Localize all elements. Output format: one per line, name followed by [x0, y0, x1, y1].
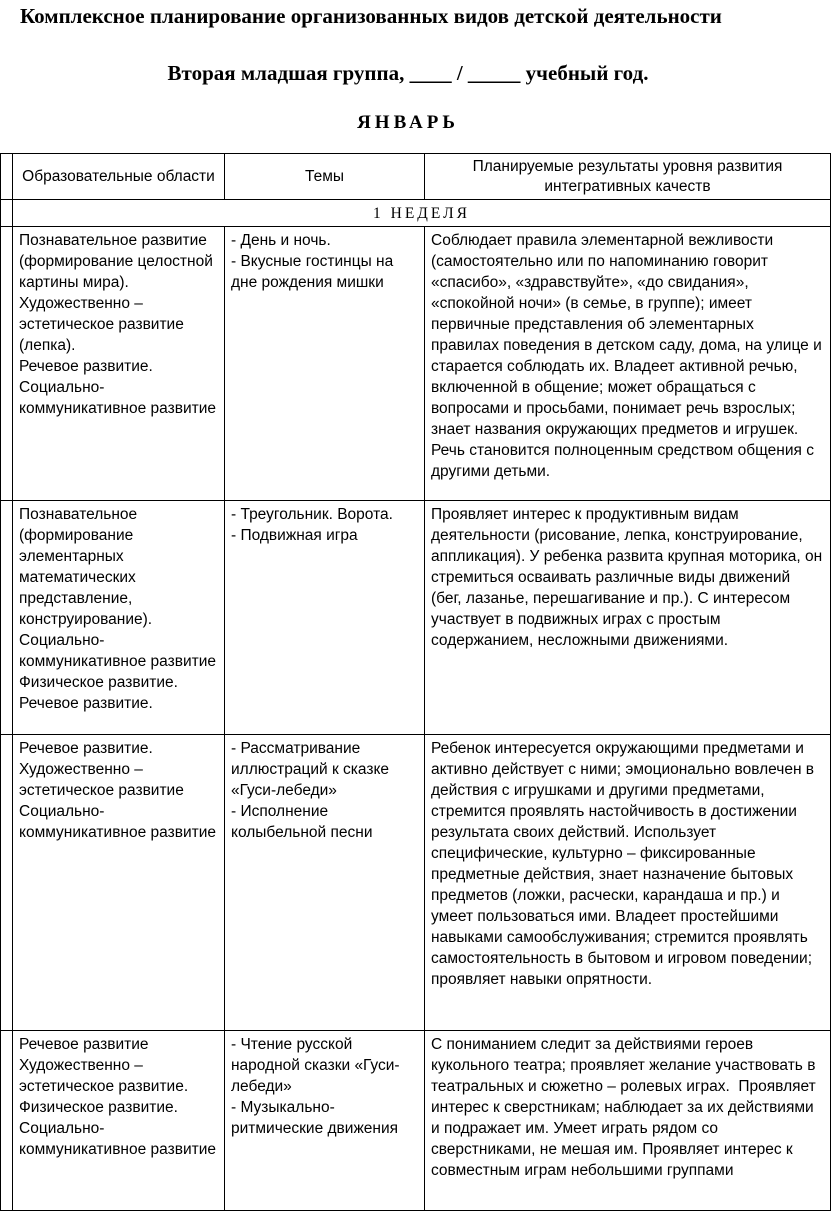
column-header-topics: Темы [225, 154, 425, 200]
topics-cell: - Чтение русской народной сказки «Гуси-лебеди» - Музыкально-ритмические движения [225, 1031, 425, 1211]
column-header-areas: Образовательные области [13, 154, 225, 200]
index-cell [1, 227, 13, 501]
index-cell [1, 1031, 13, 1211]
column-header-results: Планируемые результаты уровня развития интегративных качеств [425, 154, 831, 200]
areas-cell: Речевое развитие Художественно – эстетическое развитие. Физическое развитие. Социально-коммуникативное развитие [13, 1031, 225, 1211]
topics-cell: - Рассматривание иллюстраций к сказке «Гуси-лебеди» - Исполнение колыбельной песни [225, 735, 425, 1031]
table-row [1, 227, 831, 501]
month-heading: ЯНВАРЬ [357, 112, 459, 133]
index-column-header [1, 154, 13, 200]
group-subtitle: Вторая младшая группа, ____ / _____ учебный год. [167, 61, 649, 85]
table-header-row [1, 154, 831, 200]
topics-cell: - Треугольник. Ворота. - Подвижная игра [225, 501, 425, 735]
table-row [1, 501, 831, 735]
table-row [1, 735, 831, 1031]
topics-cell: - День и ночь. - Вкусные гостинцы на дне рождения мишки [225, 227, 425, 501]
results-cell: Ребенок интересуется окружающими предметами и активно действует с ними; эмоционально вовлечен в действия с игрушками и другими предметами, стремится проявлять настойчивость в достижении результата своих действий. Использует специфические, культурно – фиксированные предметные действия, знает назначение бытовых предметов (ложки, расчески, карандаша и пр.) и умеет пользоваться ими. Владеет простейшими навыками самообслуживания; стремится проявлять самостоятельность в бытовом и игровом поведении; проявляет навыки опрятности. [425, 735, 831, 1031]
results-cell: Соблюдает правила элементарной вежливости (самостоятельно или по напоминанию говорит «спасибо», «здравствуйте», «до свидания», «спокойной ночи» (в семье, в группе); имеет первичные представления об элементарных правилах поведения в детском саду, дома, на улице и старается соблюдать их. Владеет активной речью, включенной в общение; может обращаться с вопросами и просьбами, понимает речь взрослых; знает названия окружающих предметов и игрушек. Речь становится полноценным средством общения с другими детьми. [425, 227, 831, 501]
week-label: 1 НЕДЕЛЯ [13, 200, 831, 227]
results-cell: С пониманием следит за действиями героев кукольного театра; проявляет желание участвовать в театральных и сюжетно – ролевых играх. Проявляет интерес к сверстникам; наблюдает за их действиями и подражает им. Умеет играть рядом со сверстниками, не мешая им. Проявляет интерес к совместным играм небольшими группами [425, 1031, 831, 1211]
table-row [1, 1031, 831, 1211]
areas-cell: Речевое развитие. Художественно – эстетическое развитие Социально-коммуникативное развитие [13, 735, 225, 1031]
results-cell: Проявляет интерес к продуктивным видам деятельности (рисование, лепка, конструирование, аппликация). У ребенка развита крупная моторика, он стремиться осваивать различные виды движений (бег, лазанье, перешагивание и пр.). С интересом участвует в подвижных играх с простым содержанием, несложными движениями. [425, 501, 831, 735]
areas-cell: Познавательное развитие (формирование целостной картины мира). Художественно – эстетическое развитие (лепка). Речевое развитие. Социально-коммуникативное развитие [13, 227, 225, 501]
index-cell [1, 735, 13, 1031]
week-row [1, 200, 831, 227]
planning-table [0, 153, 831, 1211]
index-cell [1, 501, 13, 735]
document-title: Комплексное планирование организованных видов детской деятельности [20, 4, 722, 28]
index-cell [1, 200, 13, 227]
areas-cell: Познавательное (формирование элементарных математических представление, конструирование). Социально-коммуникативное развитие Физическое развитие. Речевое развитие. [13, 501, 225, 735]
